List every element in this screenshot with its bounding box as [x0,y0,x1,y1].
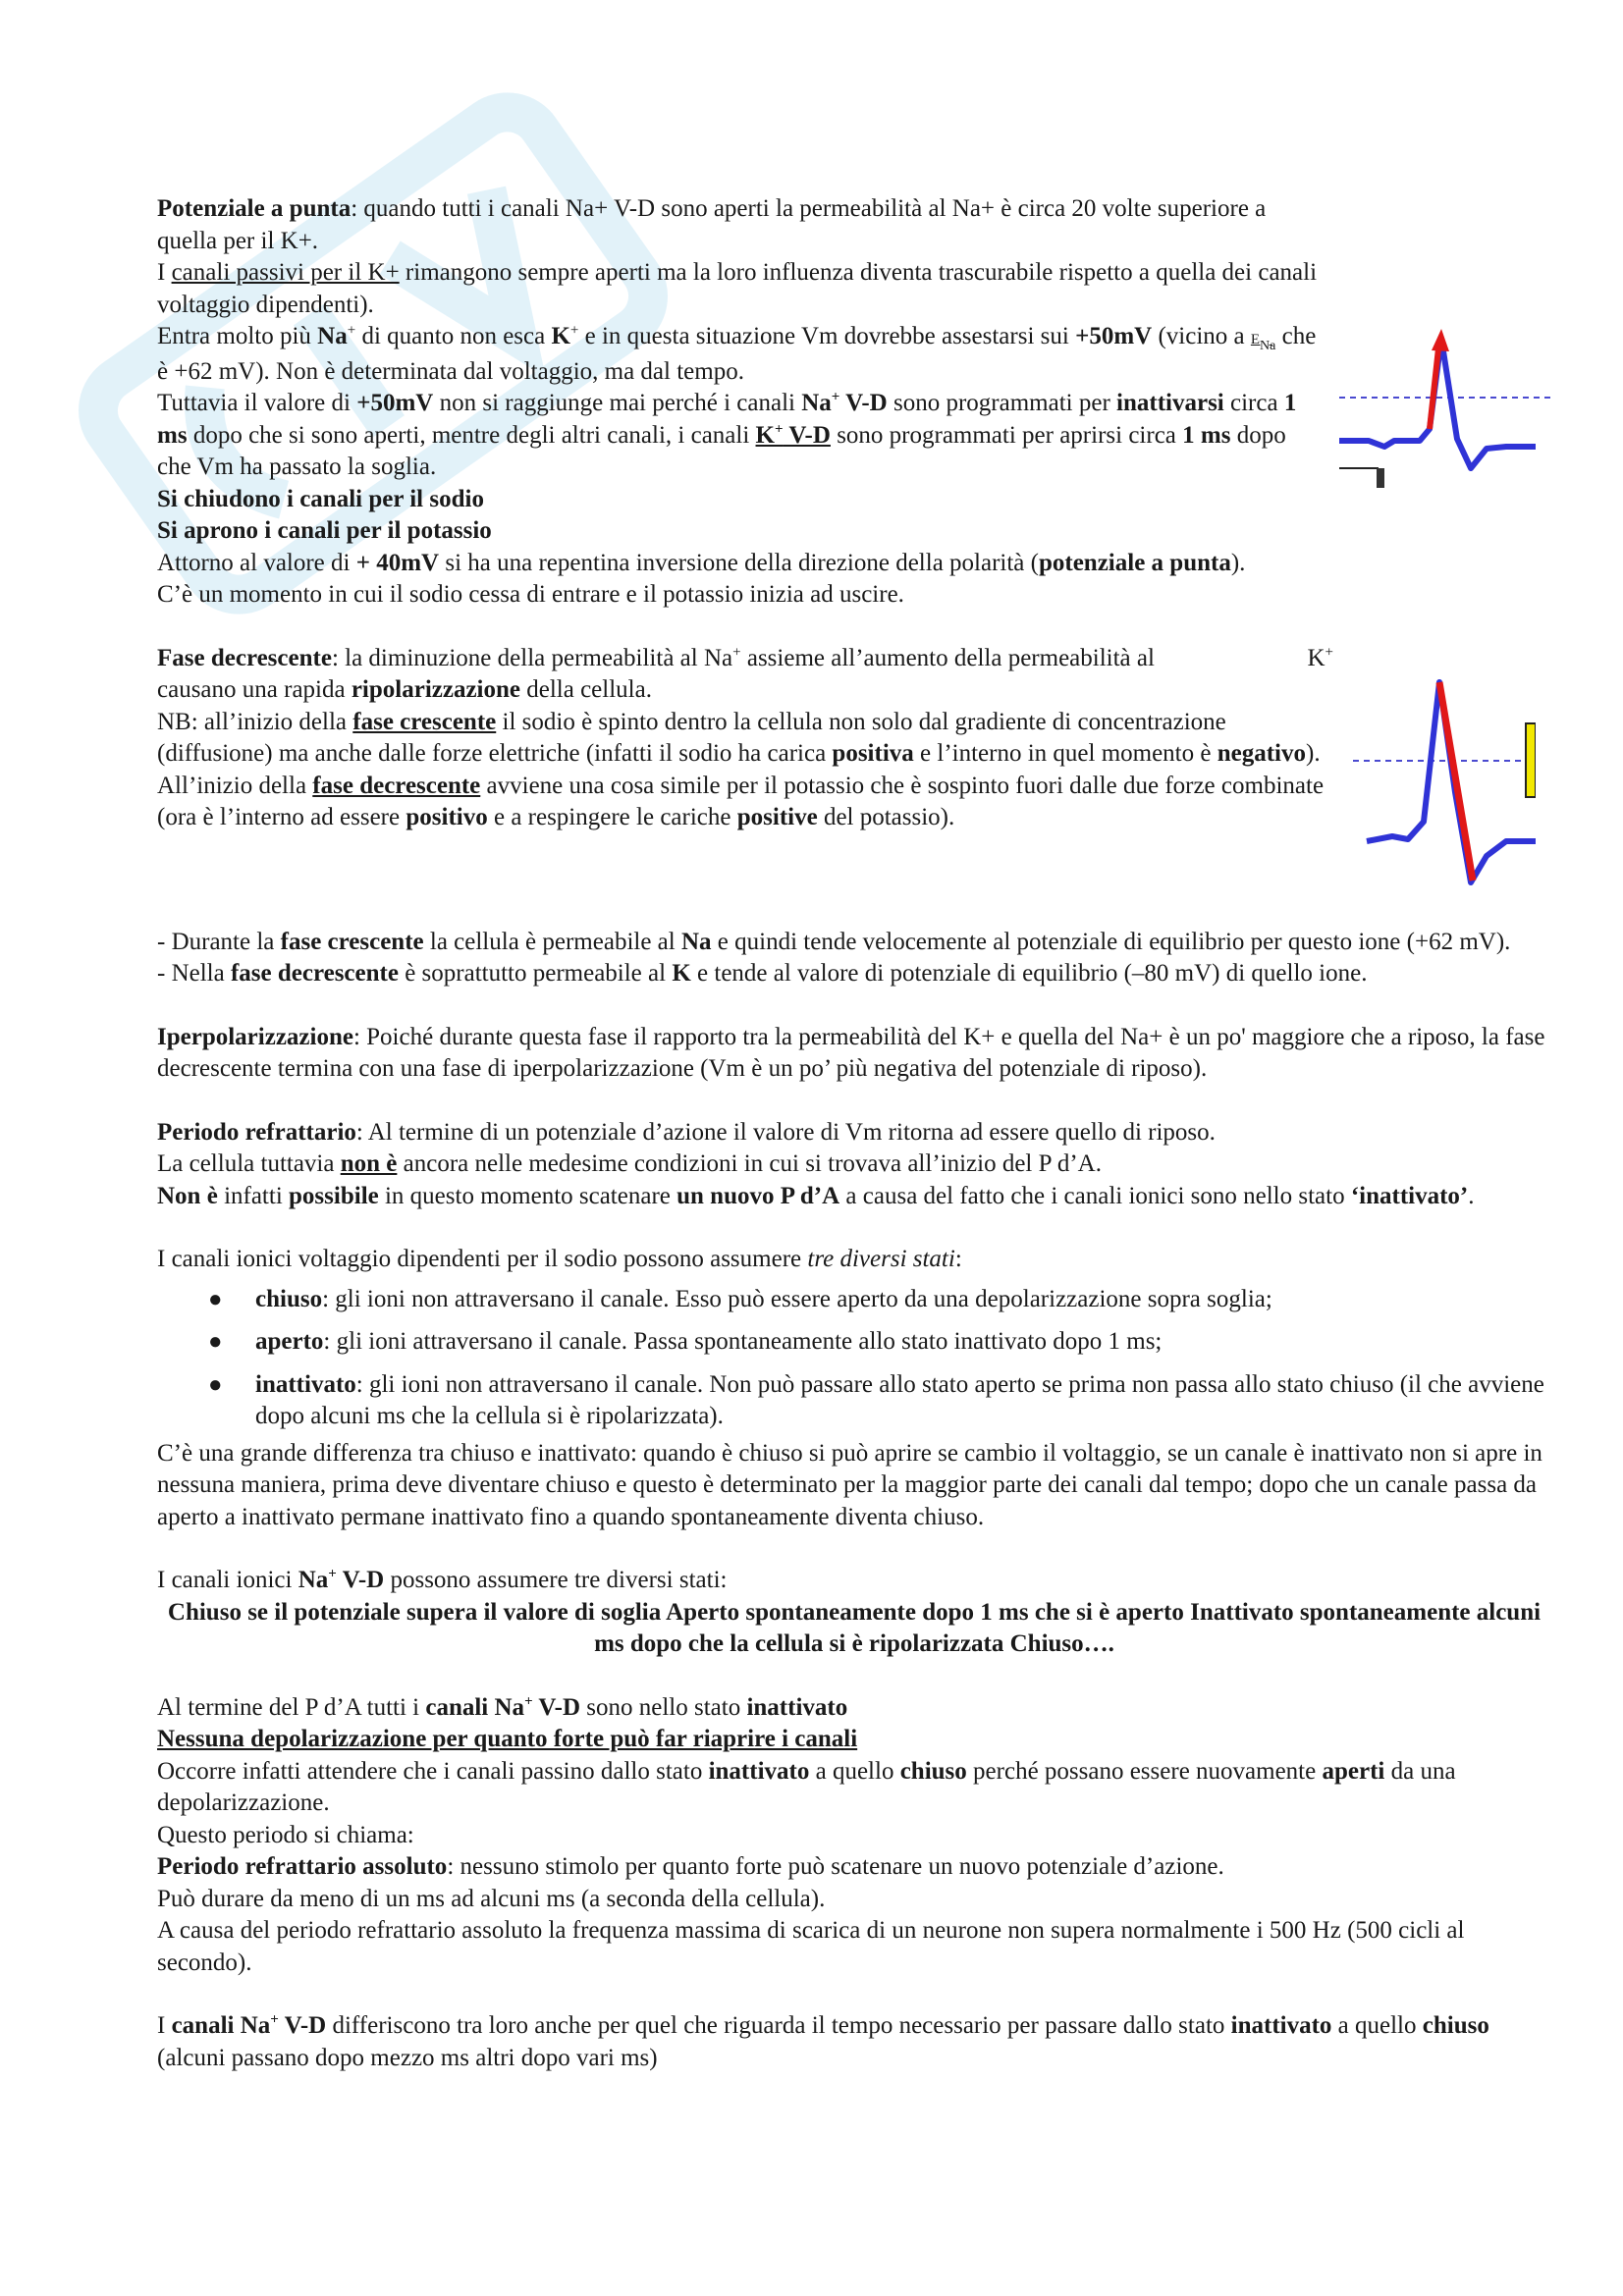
potassium-open-heading: Si aprono i canali per il potassio [157,517,492,544]
rising-permeability: - Durante la fase crescente la cellula è permeabile al Na e quindi tende velocemente al potenziale di equilibrio per questo ione (+62 mV). [157,928,1511,955]
passive-k-channels: I canali passivi per il K+ rimangono sempre aperti ma la loro influenza diventa trascurabile rispetto a quella dei canali voltaggio dipendenti). [157,259,1318,318]
sodium-close-heading: Si chiudono i canali per il sodio [157,485,484,512]
list-item: ● aperto: gli ioni attraversano il canale. Passa spontaneamente allo stato inattivato dopo 1 ms; [208,1328,1163,1355]
na-entry-paragraph: Entra molto più Na+ di quanto non esca K+ e in questa situazione Vm dovrebbe assestarsi sui +50mV (vicino a $E_{Na}$ che è +62 mV). Non è determinata dal voltaggio, ma dal tempo. [157,322,1317,385]
state-cycle-summary: Chiuso se il potenziale supera il valore di soglia Aperto spontaneamente dopo 1 ms che si è aperto Inattivato spontaneamente alcuni ms dopo che la cellula si è ripolarizzata Chiuso…. [167,1598,1542,1657]
spike-definition: Potenziale a punta: quando tutti i canali Na+ V-D sono aperti la permeabilità al Na+ è circa 20 volte superiore a quella per il K+. [157,195,1267,254]
hyperpolarization-paragraph: Iperpolarizzazione: Poiché durante questa fase il rapporto tra la permeabilità del K+ e quella del Na+ è un po' maggiore che a riposo, la fase decrescente termina con una fase di iperpolarizzazione (Vm è un po’ più negativa del potenziale di riposo). [157,1023,1545,1082]
refractory-not-possible: Non è infatti possibile in questo momento scatenare un nuovo P d’A a causa del fatto che i canali ionici sono nello stato ‘inattivato’. [157,1182,1475,1209]
nb-rising-phase: NB: all’inizio della fase crescente il sodio è spinto dentro la cellula non solo dal gradiente di concentrazione (diffusione) ma anche dalle forze elettriche (infatti il sodio ha carica positiva e l’interno in quel momento è negativo). [157,708,1321,767]
falling-phase-paragraph: K+ Fase decrescente: la diminuzione della permeabilità al Na+ assieme all’aumento della permeabilità al causano una rapida ripolarizzazione della cellula. [157,644,1333,703]
absolute-refractory-definition: Periodo refrattario assoluto: nessuno stimolo per quanto forte può scatenare un nuovo potenziale d’azione. [157,1853,1224,1880]
sodium-potassium-moment: C’è un momento in cui il sodio cessa di entrare e il potassio inizia ad uscire. [157,581,904,608]
wait-closed-paragraph: Occorre infatti attendere che i canali passino dallo stato inattivato a quello chiuso perché possano essere nuovamente aperti da una depolarizzazione. [157,1757,1456,1816]
channel-timing-paragraph: I canali Na+ V-D differiscono tra loro anche per quel che riguarda il tempo necessario per passare dallo stato inattivato a quello chiuso (alcuni passano dopo mezzo ms altri dopo vari ms) [157,2011,1489,2071]
list-item: ● chiuso: gli ioni non attraversano il canale. Esso può essere aperto da una depolarizzazione sopra soglia; [208,1285,1272,1312]
no-depolarization-heading: Nessuna depolarizzazione per quanto forte può far riaprire i canali [157,1726,858,1752]
channel-states-intro: I canali ionici voltaggio dipendenti per il sodio possono assumere tre diversi stati: [157,1246,962,1272]
max-frequency-line: A causa del periodo refrattario assoluto la frequenza massima di scarica di un neurone non supera normalmente i 500 Hz (500 cicli al secondo). [157,1917,1465,1976]
closed-vs-inactivated: C’è una grande differenza tra chiuso e inattivato: quando è chiuso si può aprire se cambio il voltaggio, se un canale è inattivato non si apre in nessuna maniera, prima deve diventare chiuso e questo è determinato per la maggior parte dei canali dal tempo; dopo che un canale passa da aperto a inattivato permane inattivato fino a quando spontaneamente diventa chiuso. [157,1439,1542,1530]
document-page [157,193,1551,2074]
falling-phase-potassium: All’inizio della fase decrescente avviene una cosa simile per il potassio che è sospinto fuori dalle due forze combinate (ora è l’interno ad essere positivo e a respingere le cariche positive del potassio). [157,772,1325,830]
refractory-cell-state: La cellula tuttavia non è ancora nelle medesime condizioni in cui si trovava all’inizio del P d’A. [157,1150,1102,1177]
polarity-inversion: Attorno al valore di + 40mV si ha una repentina inversione della direzione della polarità (potenziale a punta). [157,549,1246,576]
inactivation-paragraph: Tuttavia il valore di +50mV non si raggiunge mai perché i canali Na+ V-D sono programmati per inattivarsi circa 1 ms dopo che si sono aperti, mentre degli altri canali, i canali K+ V-D sono programmati per aprirsi circa 1 ms dopo che Vm ha passato la soglia. [157,389,1297,480]
action-potential-rising-figure [1339,321,1551,496]
duration-line: Può durare da meno di un ms ad alcuni ms (a seconda della cellula). [157,1885,826,1912]
falling-permeability: - Nella fase decrescente è soprattutto permeabile al K e tende al valore di potenziale di equilibrio (–80 mV) di quello ione. [157,960,1368,987]
list-item: ● inattivato: gli ioni non attraversano il canale. Non può passare allo stato aperto se prima non passa allo stato chiuso (il che avviene dopo alcuni ms che la cellula si è ripolarizzata). [208,1370,1544,1429]
end-of-ap-line: Al termine del P d’A tutti i canali Na+ V-D sono nello stato inattivato [157,1693,848,1721]
period-name-line: Questo periodo si chiama: [157,1821,414,1848]
action-potential-falling-figure [1353,674,1536,895]
channel-states-list [157,1284,1551,1433]
refractory-paragraph: Periodo refrattario: Al termine di un potenziale d’azione il valore di Vm ritorna ad essere quello di riposo. [157,1118,1216,1146]
na-channel-states-line: I canali ionici Na+ V-D possono assumere tre diversi stati: [157,1566,728,1593]
